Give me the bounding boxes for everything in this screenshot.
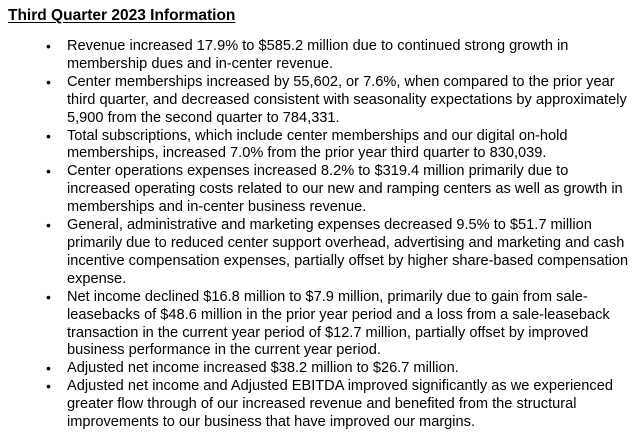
bullet-text: Total subscriptions, which include center memberships and our digital on-hold memberships, increased 7.0% from the prior year third quarter to 830,039. [67, 127, 568, 162]
bullet-icon: • [46, 378, 51, 395]
bullet-icon: • [46, 288, 51, 305]
bullet-item-ga-marketing [46, 217, 630, 289]
bullet-item-center-memberships [46, 73, 630, 128]
bullet-item-adjusted-net-income [46, 360, 630, 378]
bullet-icon: • [46, 163, 51, 180]
bullet-text: General, administrative and marketing expenses decreased 9.5% to $51.7 million primarily due to reduced center support overhead, advertising and marketing and cash incentive compensation expenses, partially offset by higher share-based compensation expense. [67, 217, 629, 287]
bullet-text: Revenue increased 17.9% to $585.2 million due to continued strong growth in membership dues and in-center revenue. [67, 38, 569, 72]
bullet-icon: • [46, 360, 51, 377]
bullet-item-adjusted-ebitda [46, 378, 630, 432]
bullet-text: Center memberships increased by 55,602, or 7.6%, when compared to the prior year third quarter, and decreased consistent with seasonality expectations by approximately 5,900 from the second quarter to 784,331. [67, 73, 627, 126]
bullet-item-center-operations [46, 163, 630, 217]
bullet-list [8, 38, 630, 432]
bullet-text: Adjusted net income and Adjusted EBITDA improved significantly as we experienced greater flow through of our increased revenue and benefited from the structural improvements to our business that have improved our margins. [67, 378, 613, 431]
bullet-icon: • [46, 217, 51, 234]
bullet-text: Center operations expenses increased 8.2% to $319.4 million primarily due to increased operating costs related to our new and ramping centers as well as growth in memberships and in-center business revenue. [67, 163, 623, 216]
bullet-text: Adjusted net income increased $38.2 million to $26.7 million. [67, 360, 459, 377]
bullet-icon: • [46, 38, 51, 54]
bullet-item-revenue [46, 38, 630, 74]
section-heading: Third Quarter 2023 Information [8, 7, 236, 24]
bullet-item-net-income [46, 288, 630, 361]
bullet-item-total-subscriptions [46, 127, 630, 164]
bullet-icon: • [46, 73, 51, 90]
bullet-text: Net income declined $16.8 million to $7.9 million, primarily due to gain from sale-leasebacks of $48.6 million in the prior year period and a loss from a sale-leaseback transaction in the current year period of $12.7 million, partially offset by improved business performance in the current year period. [67, 288, 610, 359]
bullet-icon: • [46, 127, 51, 144]
